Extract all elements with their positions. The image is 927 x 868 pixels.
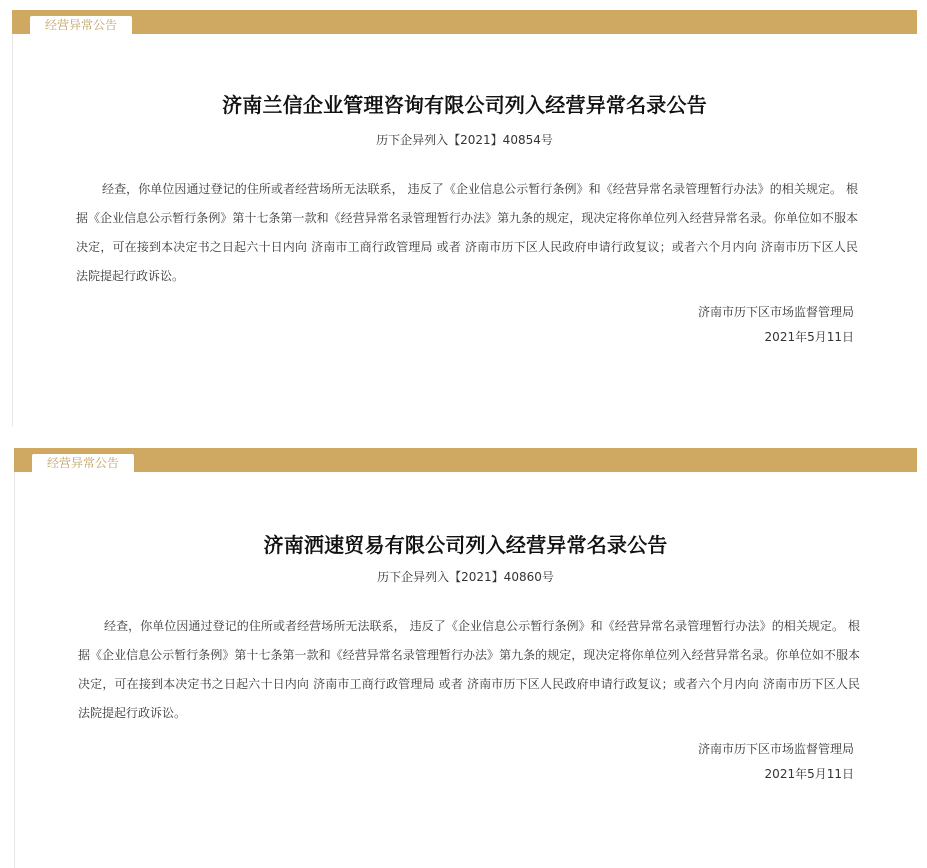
- notice-card: [14, 448, 917, 868]
- card-border: [14, 448, 15, 868]
- notice-title: 济南兰信企业管理咨询有限公司列入经营异常名录公告: [222, 93, 707, 117]
- card-border: [12, 10, 13, 426]
- notice-signature: [698, 300, 854, 350]
- issuing-authority: 济南市历下区市场监督管理局: [697, 305, 854, 319]
- notice-card: [12, 10, 917, 426]
- notice-category-tab[interactable]: 经营异常公告: [30, 16, 132, 34]
- issue-date: 2021年5月11日: [764, 330, 854, 344]
- notice-signature: [698, 737, 854, 787]
- notice-category-tab[interactable]: 经营异常公告: [32, 454, 134, 472]
- notice-header-bar: [14, 448, 917, 472]
- notice-body: 经查，你单位因通过登记的住所或者经营场所无法联系， 违反了《企业信息公示暂行条例》和《经营异常名录管理暂行办法》的相关规定。 根据《企业信息公示暂行条例》第十七条第一款和《经营异常名录管理暂行办法》第九条的规定，现决定将你单位列入经营异常名录。你单位如不服本决定，可在接到本决定书之日起六十日内向 济南市工商行政管理局 或者 济南市历下区人民政府申请行政复议；或者六个月内向 济南市历下区人民法院提起行政诉讼。: [76, 182, 858, 283]
- notice-document-number: 历下企异列入【2021】40860号: [377, 570, 554, 584]
- issuing-authority: 济南市历下区市场监督管理局: [697, 742, 854, 756]
- notice-header-bar: [12, 10, 917, 34]
- notice-title: 济南洒速贸易有限公司列入经营异常名录公告: [263, 533, 668, 557]
- notice-document-number: 历下企异列入【2021】40854号: [376, 133, 553, 147]
- issue-date: 2021年5月11日: [764, 767, 854, 781]
- notice-body: 经查，你单位因通过登记的住所或者经营场所无法联系， 违反了《企业信息公示暂行条例》和《经营异常名录管理暂行办法》的相关规定。 根据《企业信息公示暂行条例》第十七条第一款和《经营异常名录管理暂行办法》第九条的规定，现决定将你单位列入经营异常名录。你单位如不服本决定，可在接到本决定书之日起六十日内向 济南市工商行政管理局 或者 济南市历下区人民政府申请行政复议；或者六个月内向 济南市历下区人民法院提起行政诉讼。: [78, 619, 860, 720]
